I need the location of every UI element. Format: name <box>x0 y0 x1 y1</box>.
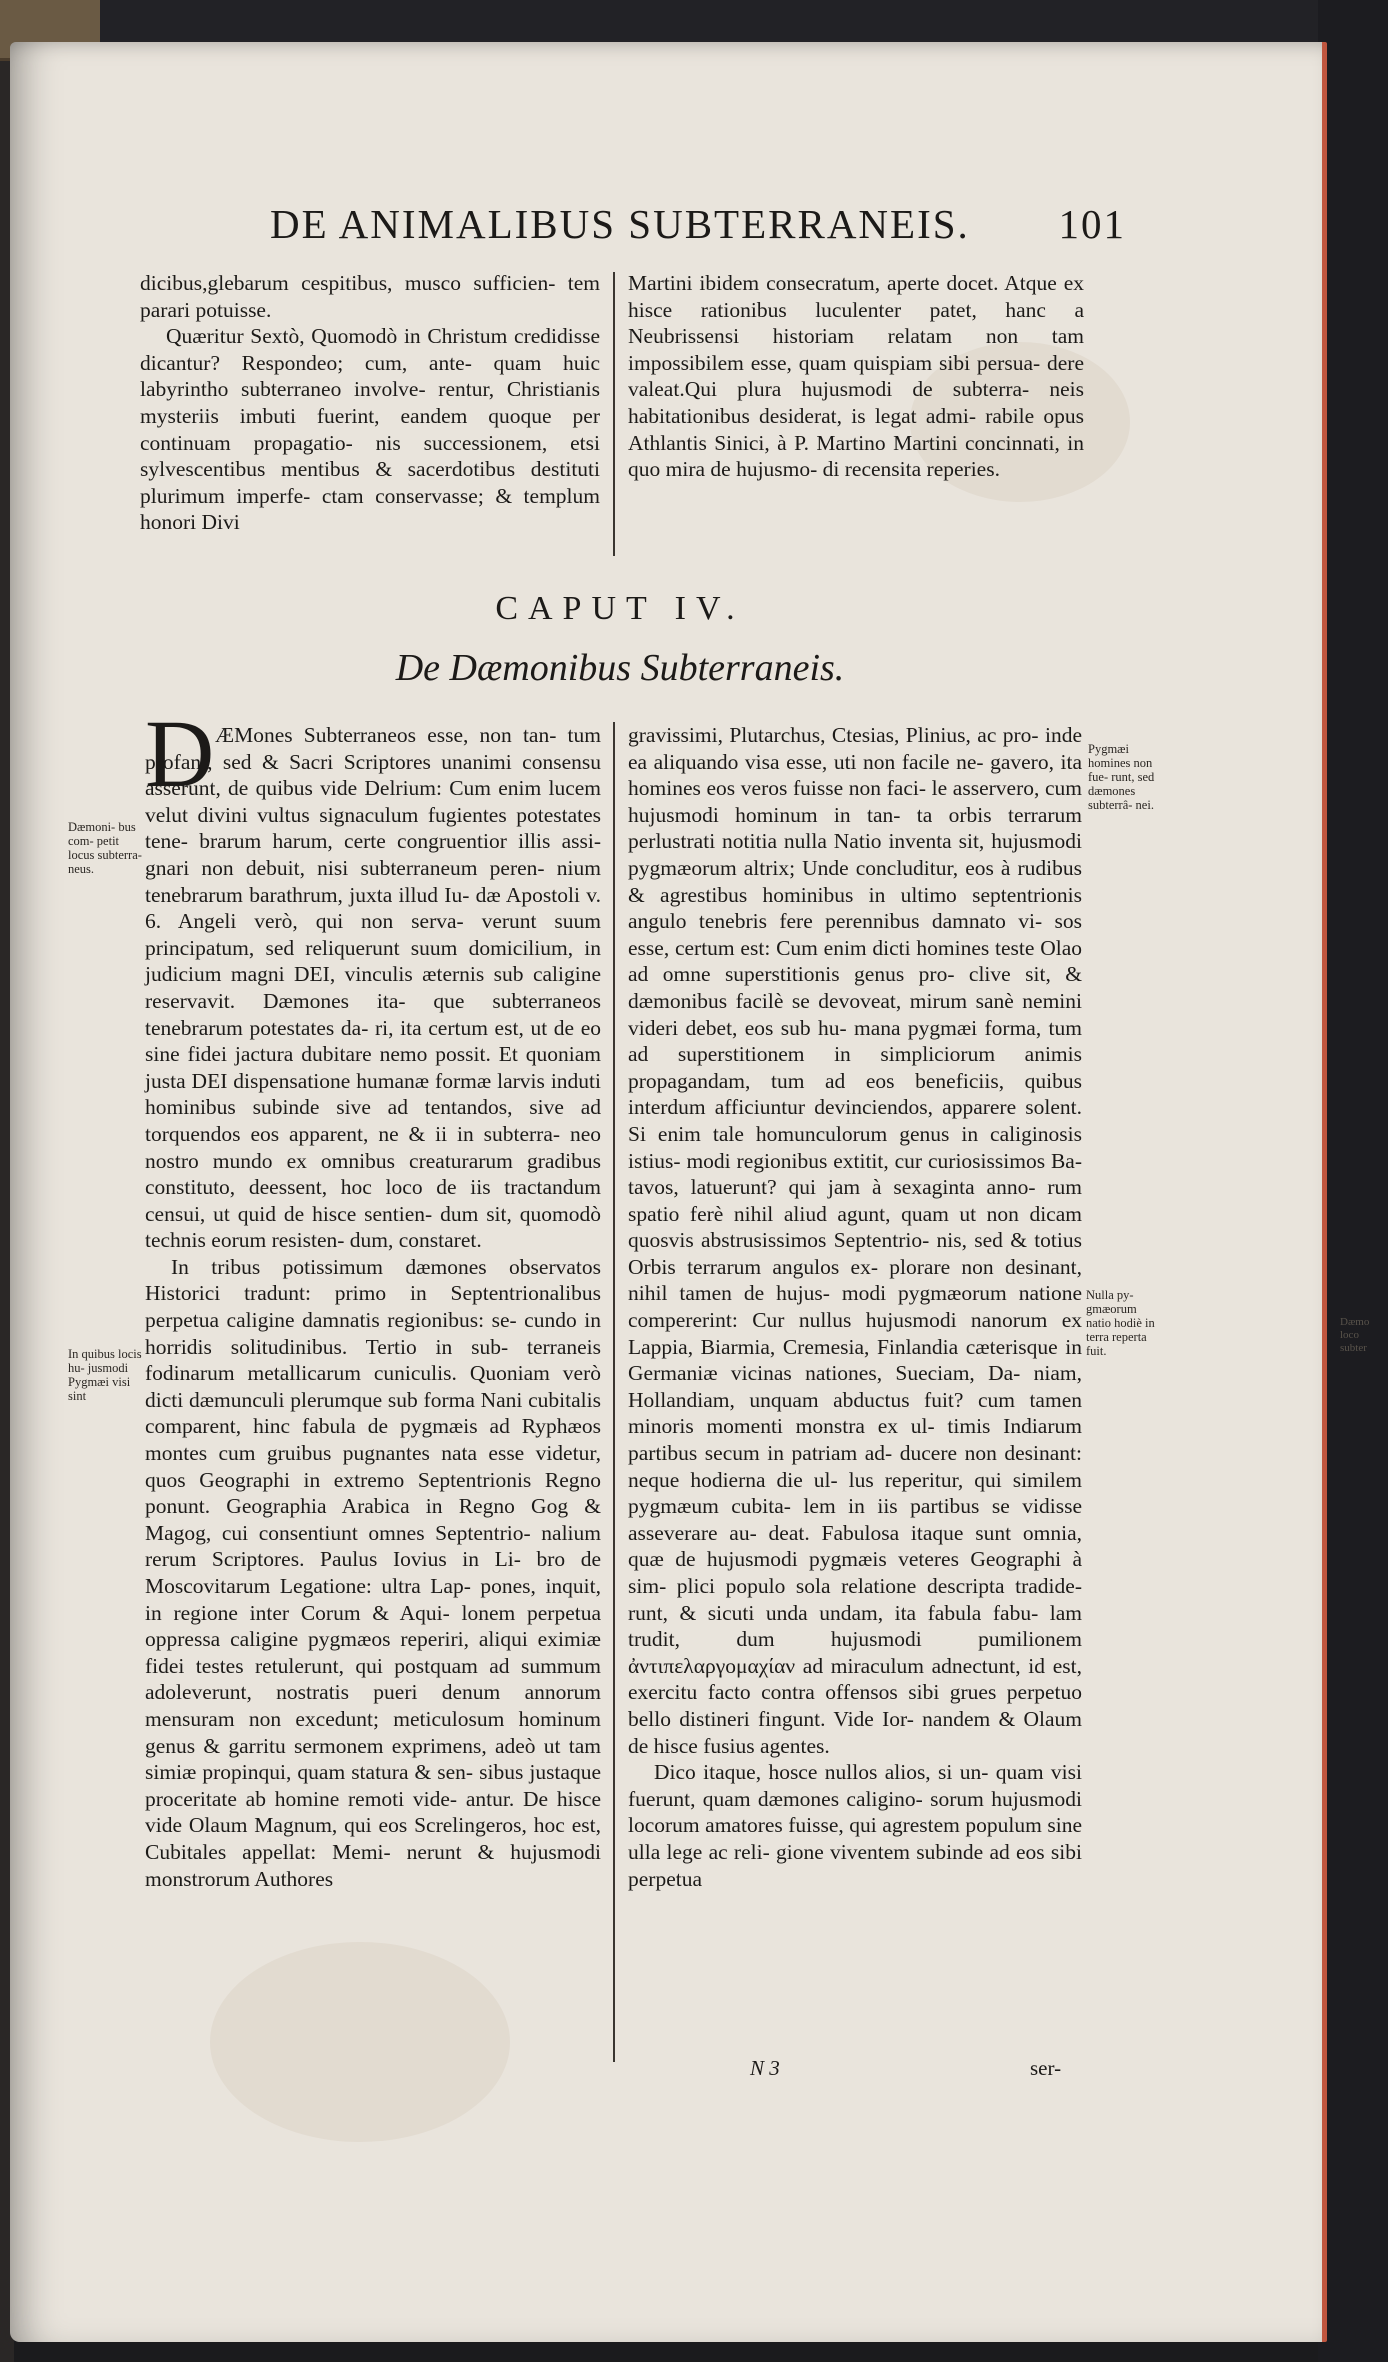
chapter-title: De Dæmonibus Subterraneis. <box>395 647 845 689</box>
margin-note-left: Dæmoni- bus com- petit locus subterra- neus. <box>68 820 142 876</box>
paragraph: Martini ibidem consecratum, aperte docet. Atque ex hisce rationibus luculenter patet, hanc a Neubrissensi historiam relatam non tam impossibilem esse, quam quispiam sibi persua- dere valeat.Qui plura hujusmodi de subterra- neis habitationibus desiderat, is legat admi- rabile opus Athlantis Sinici, à P. Martino Martini concinnati, in quo mira de hujusmo- di recensita reperies. <box>628 271 1084 482</box>
top-column-right <box>628 270 1084 483</box>
running-title: DE ANIMALIBUS SUBTERRANEIS. <box>270 201 970 247</box>
paragraph: dicibus,glebarum cespitibus, musco sufficien- tem parari potuisse. <box>140 271 600 322</box>
main-column-right <box>628 722 1082 1892</box>
drop-capital: D <box>145 700 215 807</box>
paragraph: In tribus potissimum dæmones observatos Historici tradunt: primo in Septentrionalibus perpetua caligine damnatis regionibus: se- cundo in horridis solitudinibus. Tertio in sub- terraneis fodinarum metallicarum cuniculis. Quoniam verò dicti dæmunculi plerumque sub forma Nani cubitalis comparent, hinc fabula de pygmæis ad Ryphæos montes cum gruibus pugnantes nata esse videtur, quos Geographi in extremo Septentrionis Regno ponunt. Geographia Arabica in Regno Gog & Magog, cui consentiunt omnes Septentrio- nalium rerum Scriptores. Paulus Iovius in Li- bro de Moscovitarum Legatione: ultra Lap- pones, inquit, in regione inter Corum & Aqui- lonem perpetua oppressa caligine pygmæos reperiri, aliqui eximiæ fidei testes retulerunt, qui postquam ad summum adoleverunt, nostratis pueri denum annorum mensuram non excedunt; meticulosum hominum genus & garritu sermonem exprimens, adeò ut tam simiæ propinqui, quam statura & sen- sibus justaque proceritate ab homine remoti vide- antur. De hisce vide Olaum Magnum, qui eos Screlingeros, hoc est, Cubitales appellat: Memi- nerunt & hujusmodi monstrorum Authores <box>145 1254 601 1891</box>
page-number: 101 <box>1058 201 1126 247</box>
chapter-number: CAPUT IV. <box>495 590 745 627</box>
signature-mark: N 3 <box>750 2056 780 2080</box>
background-right <box>1318 0 1388 2362</box>
catchword: ser- <box>1030 2056 1062 2080</box>
paragraph: ÆMones Subterraneos esse, non tan- tum profani, sed & Sacri Scriptores unanimi consensu asserunt, de quibus vide Delrium: Cum enim lucem velut divini vultus signaculum fugientes potestates tene- brarum harum, certe congruentior illis assi- gnari non debuit, nisi subterraneum peren- nium tenebrarum barathrum, juxta illud Iu- dæ Apostoli v. 6. Angeli verò, qui non serva- verunt suum principatum, sed reliquerunt suum domicilium, in judicium magni DEI, vinculis æternis sub caligine reservavit. Dæmones ita- que subterraneos tenebrarum potestates da- ri, ita certum est, ut de eo sine fidei jactura dubitare nemo possit. Et quoniam justa DEI dispensatione humanæ formæ larvis induti hominibus subinde sive ad tentandos, sive ad torquendos eos apparent, ne & ii in subterra- neo nostro mundo ex omnibus creaturarum gradibus constituto, deessent, hoc loco de iis tractandum censui, ut quid de hisce sentien- dum sit, quomodò technis eorum resisten- dum, constaret. <box>145 723 601 1253</box>
paragraph: gravissimi, Plutarchus, Ctesias, Plinius, ac pro- inde ea aliquando visa esse, uti non facile ne- gavero, ita homines eos veros fuisse non faci- le asservero, cum hujusmodi hominum in tan- ta orbis terrarum perlustrati notitia nulla Natio inventa sit, hujusmodi pygmæorum altrix; Unde concluditur, eos à rudibus & agrestibus hominibus in ultimo septentrionis angulo tenebris fere perennibus damnato vi- sos esse, certum est: Cum enim dicti homines teste Olao ad omne superstitionis genus pro- clive sit, & dæmonibus facilè se devoveat, mirum sanè nemini videri debet, eos sub hu- mana pygmæi forma, tum ad superstitionem in simpliciorum animis propagandam, tum ad eos beneficiis, quibus interdum afficiuntur devinciendos, apparere solent. Si enim tale homunculorum genus in caliginosis istius- modi regionibus extitit, cur curiosissimos Ba- tavos, latuerunt? qui jam à sexaginta anno- rum spatio ferè nihil aliud agunt, quam ut non dicam quosvis abstrusissimos Septentrio- nis, sed & totius Orbis terrarum angulos ex- plorare non desinant, nihil tamen de hujus- modi pygmæorum natione compererint: Cur nullus hujusmodi nanorum ex Lappia, Biarmia, Cremesia, Finlandia cæterisque in Germaniæ vicinas nationes, Sueciam, Da- niam, Hollandiam, unquam abductus fuit? cum tamen minoris momenti monstra ex ul- timis Indiarum partibus secum in patriam ad- ducere non desinant: neque hodierna die ul- lus reperitur, qui similem pygmæum cubita- lem in iis partibus se vidisse asseverare au- deat. Fabulosa itaque sunt omnia, quæ de hujusmodi pygmæis veteres Geographi à sim- plici populo sola relatione descripta tradide- runt, & sicuti unda undam, ita fabula fabu- lam trudit, dum hujusmodi pumilionem ἀντιπελαργομαχίαν ad miraculum adnectunt, id est, exercitu facto contra offensos sibi grues perpetuo bello distineri fingunt. Vide Ior- nandem & Olaum de hisce fusius agentes. <box>628 723 1082 1758</box>
column-rule <box>613 272 615 556</box>
margin-note-right: Nulla py- gmæorum natio hodiè in terra reperta fuit. <box>1086 1288 1155 1358</box>
column-rule <box>613 722 615 2062</box>
paragraph: Dico itaque, hosce nullos alios, si un- quam visi fuerunt, quam dæmones caligino- sorum hujusmodi locorum amatores fuisse, qui agrestem populum sine ulla lege ac reli- gione viventem subinde ad eos sibi perpetua <box>628 1760 1082 1891</box>
book-page <box>10 42 1327 2342</box>
paragraph: Quæritur Sextò, Quomodò in Christum credidisse dicantur? Respondeo; cum, ante- quam huic labyrintho subterraneo involve- rentur, Christianis mysteriis imbuti fuerint, eandem quoque per continuam propagatio- nis successionem, etsi sylvescentibus mentibus & sacerdotibus destituti plurimum imperfe- ctam conservasse; & templum honori Divi <box>140 324 600 535</box>
main-column-left <box>145 722 601 1892</box>
top-column-left <box>140 270 600 536</box>
running-header <box>270 194 1126 254</box>
margin-note-right: Pygmæi homines non fue- runt, sed dæmones subterrâ- nei. <box>1088 742 1155 812</box>
facing-page-note: Dæmo loco subter <box>1340 1316 1370 1354</box>
paper-stain <box>210 1942 510 2142</box>
margin-note-left: In quibus locis hu- jusmodi Pygmæi visi sint <box>68 1347 142 1403</box>
